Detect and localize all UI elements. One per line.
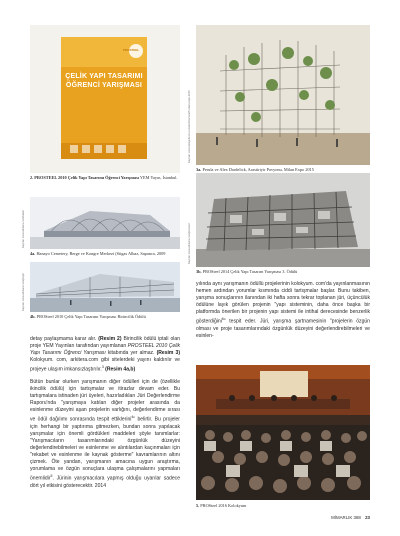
text-run: " belirtir. Bu projeler için herhangi bir yaptırıma gitmezken, bundan sonra yapılacak yarışmalar için önemli gördükleri maddeleri şöyle tanımlarlar: "Yarışmacıların tasarımlarındaki özgünlük düzeyini değerlendirebilmeleri ve esinlenme ve alıntılardan kaçınmaları için "rekabet ve esinlenme ile kaynak gösterme" kavramlarının altını çizmek. Öte yandan, yarışmanın amacına uygun araştırma, yorumlama ve özgün sonuçlara ulaşma çalışmalarını yapmaları önemlidir (30, 416, 180, 482)
building-image (196, 173, 370, 267)
figure-2-book-cover (30, 25, 180, 173)
text-run: " tespit eder. Jüri, yarışma şartnamesinin "projelerin özgün olması ve proje tasarımlarındaki özgünlük düzeyini değerlendirebilmeleri ve esinlen- (196, 318, 370, 339)
figure-3b-building-render (196, 173, 370, 267)
text-run: detay paylaşmama karar alır. (30, 336, 99, 342)
figure-4a-caption-bold: 4a. (30, 251, 36, 256)
text-run: . Jürinin yarışmacılara yapmış olduğu uyarılar sadece dört yıl etkisini gösterecektir. 2014 (30, 475, 180, 489)
figure-5-caption-bold: 5. (196, 503, 200, 508)
book-title-line-2: ÖĞRENCİ YARIŞMASI (65, 82, 143, 89)
figure-5-caption (196, 503, 370, 508)
footnote-ref: 5 (50, 474, 53, 479)
figure-4b-caption (30, 314, 180, 319)
figure-4a-render (30, 197, 180, 249)
figure-3a-caption-text: Perula ve Alex Dardelick, Arastiriyir Pavyonu, Milan Expo 2015 (201, 167, 314, 172)
figure-3a-caption (196, 167, 370, 172)
figure-3b-caption-bold: 3b. (196, 269, 202, 274)
book-title-reference: PROSTEEL 2010 Çelik Yapı Tasarımı Öğrenci Yarışması (30, 343, 180, 357)
figure-reference: (Resim 2) (98, 336, 122, 342)
footnote-ref: 4 (131, 415, 134, 420)
figure-4a-caption (30, 251, 180, 256)
left-column-paragraph-1 (30, 336, 180, 374)
render-4b-image (30, 262, 180, 312)
figure-3a-pavilion-photo (196, 25, 370, 165)
text-run: Kolokyum. com, arkitera.com gibi sitelerdeki yayını kaldırılır ve projeye ulaşım imkansızlaştırılır. (30, 357, 180, 373)
pavilion-image (196, 25, 370, 165)
figure-2-caption (30, 175, 180, 180)
render-4a-image (30, 197, 180, 249)
figure-5-colloquium-photo (196, 365, 370, 500)
left-column-paragraph-2 (30, 379, 180, 490)
book-brand: PROSTEEL (123, 48, 140, 52)
figure-3b-credit: Kaynak: www.arkitera.com/prosteel (188, 223, 191, 264)
text-run: Birincilik ödülü iptali olan proje YEM Yayınları tarafından yayımlanan (30, 336, 181, 350)
text-run: kitabında yer almaz. (105, 350, 157, 357)
journal-name: MİMARLIK (331, 515, 353, 520)
book-title-line-1: ÇELİK YAPI TASARIMI (65, 73, 143, 80)
figure-reference: (Resim 4a,b) (105, 366, 136, 373)
book-cover-image (30, 25, 180, 173)
page-footer (300, 515, 370, 520)
figure-3a-caption-bold: 3a. (196, 167, 202, 172)
issue-number: 388 (353, 515, 361, 520)
figure-2-caption-text: YEM Yayın, İstanbul. (138, 175, 178, 180)
figure-3a-credit: Kaynak: www.designboom.com/architecture/5-milan-expo-2015 (188, 90, 191, 163)
figure-3b-caption-text: PROSteel 2014 Çelik Yapı Tasarım Yarışması 3. Ödülü (201, 269, 298, 274)
footnote-ref: 3 (101, 365, 104, 370)
figure-4a-caption-text: Hanayo Cemetery, Berge ve Kongre Merkezi (Stigas Albaz, Sapanca, 2009 (35, 251, 166, 256)
text-run: yılında aynı yarışmanın ödüllü projelerinin kolokyum. com'da yayınlanmasının hemen ardından yorumlar kısmında ciddi tartışmalar başlar. Bunu takiben, yarışma sonuçlarının ilanından iki hafta sonra tekrar toplanan jüri, üçüncülük ödülüne layık görülen projenin "yapı sisteminin, daha önce başka bir platformda önerilen bir projenin yapı sistemi ile intihal derecesinde benzerlik gösterdiğini (196, 281, 370, 325)
figure-4b-caption-bold: 4b. (30, 314, 36, 319)
right-column-paragraph (196, 281, 370, 340)
footnote-ref: 6 (221, 317, 224, 322)
figure-3b-caption (196, 269, 370, 274)
figure-4a-credit: Kaynak: www.arkitera.com/haber (22, 210, 25, 248)
figure-4b-caption-text: PROSteel 2010 Çelik Yapı Tasarımı Yarışması Birincilik Ödülü (35, 314, 146, 319)
book-title (63, 72, 145, 90)
figure-2-caption-bold: 2. PROSTEEL 2010 Çelik Yapı Tasarımı Öğrenci Yarışması (30, 175, 139, 180)
text-run: Bütün bunlar olurken yarışmanın diğer ödülleri için de (özellikle ikincilik ödülü) için tartışmalar ve itirazlar devam eder. Bu tartışmalara istinaden jüri üyeleri, hazırladıkları Jüri Değerlendirme Raporu'nda "yarışmaya katılan diğer projeler arasında da esinlenme düzeyini aşan projelerin varlığını, değerlendirme sırası ve ödül dağılımı sonrasında tespit ettiklerini (30, 379, 180, 423)
figure-5-caption-text: PROSteel 2016 Kolokyum (199, 503, 247, 508)
figure-4b-credit: Kaynak: www.arkitera.com/proje/ (22, 273, 25, 311)
figure-4b-render (30, 262, 180, 312)
figure-reference: (Resim 3) (156, 350, 180, 357)
colloquium-image (196, 365, 370, 500)
page-number: 23 (365, 515, 370, 520)
